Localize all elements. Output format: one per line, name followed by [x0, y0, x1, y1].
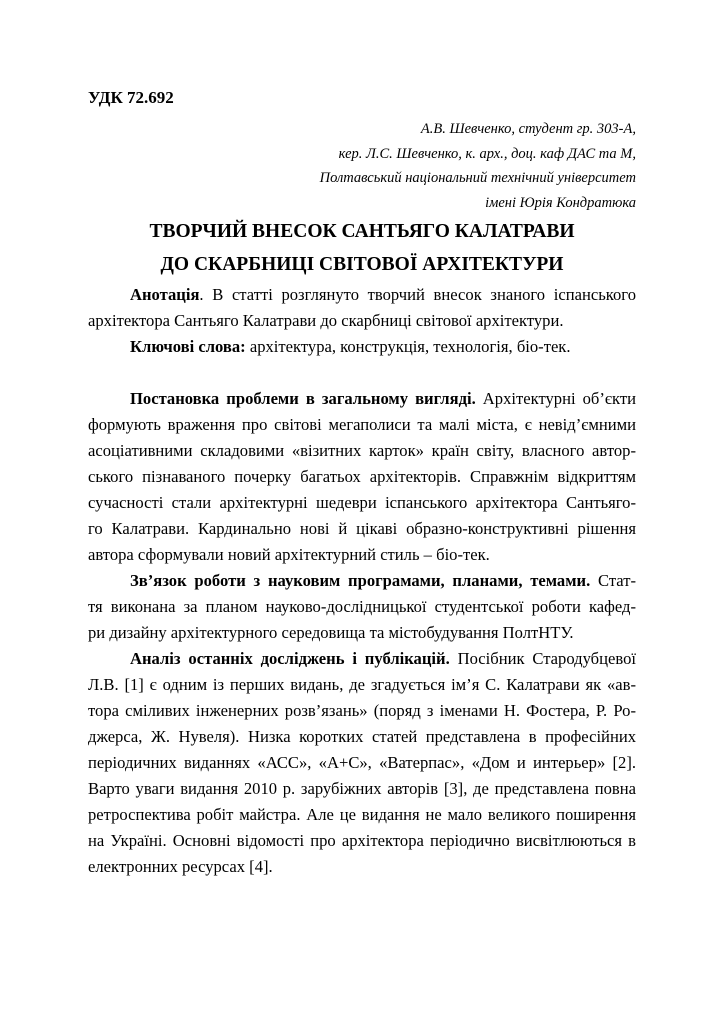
- section-heading: Постановка проблеми в загальному вигляді.: [130, 389, 476, 408]
- abstract-label: Анотація: [130, 285, 200, 304]
- paragraph-line: ського пізнаваного почерку багатьох архітекторів. Справжнім відкриттям: [88, 467, 636, 486]
- author-block: [76, 117, 636, 215]
- paragraph-line: ретроспектива робіт майстра. Але це видання не мало великого поширення: [88, 805, 636, 824]
- keywords-line: Ключові слова: архітектура, конструкція, технологія, біо-тек.: [130, 337, 571, 356]
- abstract-line: архітектора Сантьяго Калатрави до скарбниці світової архітектури.: [88, 311, 564, 330]
- section-heading: Аналіз останніх досліджень і публікацій.: [130, 649, 450, 668]
- paragraph-line: тя виконана за планом науково-дослідницької студентської роботи кафед-: [88, 597, 636, 616]
- paragraph-line: Постановка проблеми в загальному вигляді. Архітектурні об’єкти: [130, 389, 636, 408]
- title-line: ТВОРЧИЙ ВНЕСОК САНТЬЯГО КАЛАТРАВИ: [149, 221, 575, 242]
- paragraph-line: автора сформували новий архітектурний стиль – біо-тек.: [88, 545, 490, 564]
- paragraph-line: на Україні. Основні відомості про архітектора періодично висвітлюються в: [88, 831, 636, 850]
- author-line: Полтавський національний технічний університет: [319, 170, 636, 186]
- paragraph-line: електронних ресурсах [4].: [88, 857, 273, 876]
- paragraph-line: асоціативними складовими «візитних карток» країн світу, власного автор-: [88, 441, 636, 460]
- paragraph-line: Зв’язок роботи з науковим програмами, планами, темами. Стат-: [130, 571, 636, 590]
- author-line: А.В. Шевченко, студент гр. 303-А,: [420, 121, 636, 137]
- title-line: ДО СКАРБНИЦІ СВІТОВОЇ АРХІТЕКТУРИ: [160, 254, 564, 275]
- author-line: імені Юрія Кондратюка: [485, 194, 636, 211]
- article-title: [88, 215, 636, 281]
- paragraph-line: Л.В. [1] є одним із перших видань, де згадується ім’я С. Калатрави як «ав-: [88, 675, 636, 694]
- paragraph-line: джерса, Ж. Нувеля). Низка коротких статей представлена в професійних: [88, 727, 636, 746]
- paragraph-line: ри дизайну архітектурного середовища та містобудування ПолтНТУ.: [88, 623, 574, 642]
- keywords-label: Ключові слова:: [130, 337, 246, 356]
- abstract-section: [88, 282, 636, 360]
- section-heading: Зв’язок роботи з науковим програмами, планами, темами.: [130, 571, 591, 590]
- paragraph-line: тора сміливих інженерних розв’язань» (поряд з іменами Н. Фостера, Р. Ро-: [88, 701, 636, 720]
- problem-section: [88, 386, 636, 880]
- paragraph-line: формують враження про світові мегаполиси та малі міста, є невід’ємними: [88, 415, 636, 434]
- paragraph-line: Варто уваги видання 2010 р. зарубіжних авторів [3], де представлена повна: [88, 779, 636, 798]
- paragraph-line: сучасності стали архітектурні шедеври іспанського архітектора Сантьяго-: [88, 493, 636, 512]
- udk-code: УДК 72.692: [88, 88, 174, 107]
- paragraph-line: періодичних виданнях «АСС», «А+С», «Ватерпас», «Дом и интерьер» [2].: [88, 753, 636, 772]
- author-line: кер. Л.С. Шевченко, к. арх., доц. каф ДАС та М,: [338, 145, 636, 162]
- paragraph-line: Аналіз останніх досліджень і публікацій. Посібник Стародубцевої: [130, 649, 637, 668]
- abstract-line: Анотація. В статті розглянуто творчий внесок знаного іспанського: [130, 285, 636, 304]
- paragraph-line: го Калатрави. Кардинально нові й цікаві образно-конструктивні рішення: [88, 519, 636, 538]
